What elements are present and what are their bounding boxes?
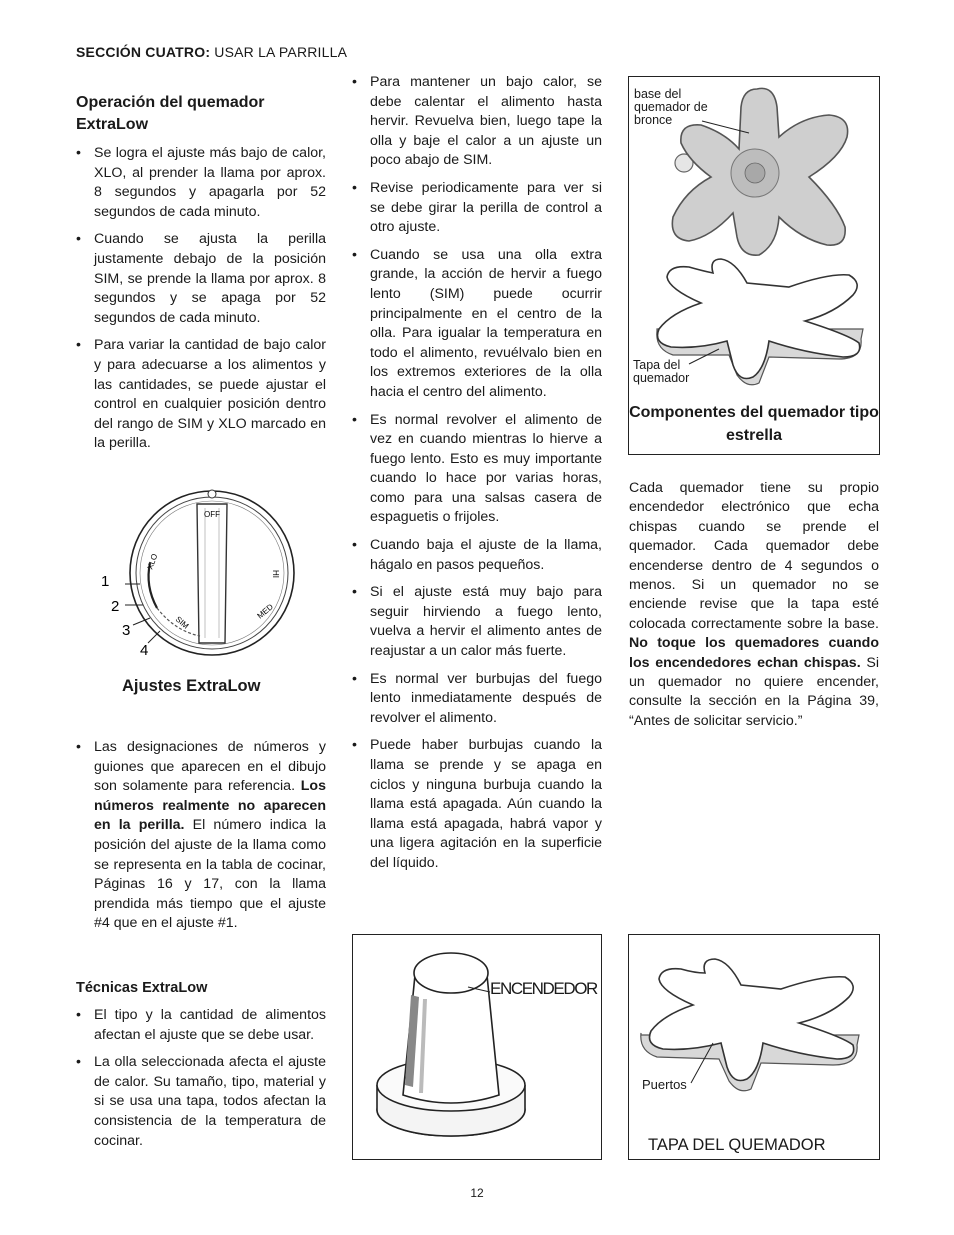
list-item: • El tipo y la cantidad de alimentos afectan el ajuste que se debe usar. [76,1006,326,1045]
knob-label-sim: SIM [173,614,191,631]
list-item: • Cuando se ajusta la perilla justamente debajo de la posición SIM, se prende la llama por aprox. 8 segundos y se apaga por 52 segundos de cada minuto. [76,230,326,328]
knob-number-1: 1 [101,573,110,590]
list-item: • Se logra el ajuste más bajo de calor, XLO, al prender la llama por aprox. 8 segundos y apagarla por 52 segundos de cada minuto. [76,144,326,222]
section-header [76,44,347,60]
technique-bullets [76,1006,326,1151]
heading-extralow-techniques: Técnicas ExtraLow [76,980,208,996]
section-label: SECCIÓN CUATRO: [76,44,211,60]
extralow-bullets [76,144,326,454]
knob-label-hi: HI [271,570,280,578]
burner-cap-figure [628,934,880,1160]
para-text-1: Cada quemador tiene su propio encendedor electrónico que echa chispas cuando se prende el quemador. Cada quemador debe encenderse dentro de 4 segundos o menos. Si un quemador no se enciende revise que la tapa esté colocada correctamente sobre la base. [629,480,879,632]
burner-components-caption: Componentes del quemador tipo estrella [629,404,879,444]
section-title: USAR LA PARRILLA [210,44,348,60]
label-burner-cap: Tapa del quemador [633,358,690,385]
knob-number-4: 4 [140,642,149,659]
list-item: • Es normal ver burbujas del fuego lento inmediatamente después de revolver el alimento. [352,670,602,729]
list-item: • Cuando baja el ajuste de la llama, hágalo en pasos pequeños. [352,536,602,575]
list-item: • Puede haber burbujas cuando la llama se prende y se apaga en ciclos y ninguna burbuja cuando la llama está apagada. Aún cuando la llama está apagada, habrá vapor y una ligera agitación en la superficie del líquido. [352,736,602,873]
list-item: • Es normal revolver el alimento de vez en cuando mientras lo hierve a fuego lento. Esto es muy importante cuando lo hace por varias horas, como para una salsas casera de espaguetis o frijoles. [352,411,602,529]
knob-label-med: MED [255,602,275,621]
list-item: • Revise periodicamente para ver si se debe girar la perilla de control a otro ajuste. [352,179,602,238]
igniter-label: ENCENDEDOR [490,979,597,998]
column-1-note [76,738,326,942]
note-text-1: Las designaciones de números y guiones que aparecen en el dibujo son solamente para referencia. [94,739,326,795]
column-1-top [76,92,326,462]
note-bullets [76,738,326,934]
igniter-figure-box [352,934,602,1160]
label-ports: Puertos [642,1077,687,1092]
heading-extralow-operation: Operación del quemador ExtraLow [76,94,265,133]
list-item [76,738,326,934]
igniter-illustration [353,935,601,1159]
extralow-knob-figure [95,488,335,663]
list-item: • La olla seleccionada afecta el ajuste de calor. Su tamaño, tipo, material y si se usa una tapa, todos afectan la consistencia de la temperatura de cocinar. [76,1053,326,1151]
igniter-paragraph-text [629,479,879,731]
knob-number-3: 3 [122,622,131,639]
knob-number-2: 2 [111,598,120,615]
para-text-bold: No toque los quemadores cuando los encendedores echan chispas. [629,635,879,671]
column-1-techniques [76,980,326,1159]
list-item: • Cuando se usa una olla extra grande, la acción de hervir a fuego lento (SIM) puede ocurrir principalmente en el centro de la olla. Para igualar la temperatura en todo el alimento, revuélvalo bien en los extremos exteriores de la olla hacia el centro del alimento. [352,246,602,403]
page-number: 12 [470,1186,484,1200]
note-text-bold: Los números realmente no aparecen en la perilla. [94,778,326,834]
column-2 [352,73,602,882]
igniter-paragraph [629,479,879,731]
list-item: • Para variar la cantidad de bajo calor y para adecuarse a los alimentos y las cantidades, se puede ajustar el control en cualquier posición dentro del rango de SIM y XLO marcado en la perilla. [76,336,326,454]
simmer-bullets [352,73,602,874]
knob-caption: Ajustes ExtraLow [122,677,261,695]
burner-cap-illustration [629,935,879,1159]
burner-cap-caption: TAPA DEL QUEMADOR [648,1136,826,1154]
knob-label-xlo: XLO [145,552,160,571]
list-item: • Si el ajuste está muy bajo para seguir hirviendo a fuego lento, vuelva a hervir el alimento antes de reajustar a un calor más fuerte. [352,583,602,661]
knob-label-off: OFF [204,510,220,519]
star-burner-illustration [629,77,879,454]
label-brass-base: base del quemador de bronce [634,87,708,127]
burner-components-figure [628,76,880,455]
note-text-2: El número indica la posición del ajuste de la llama como se representa en la tabla de cocinar, Páginas 16 y 17, con la llama prendida más tiempo que el ajuste #4 que en el ajuste #1. [94,817,326,932]
para-text-2: Si un quemador no quiere encender, consulte la sección en la Página 39, “Antes de solicitar servicio.” [629,654,879,729]
list-item: • Para mantener un bajo calor, se debe calentar el alimento hasta hervir. Revuelva bien, luego tape la olla y baje el calor a un ajuste un poco abajo de SIM. [352,73,602,171]
